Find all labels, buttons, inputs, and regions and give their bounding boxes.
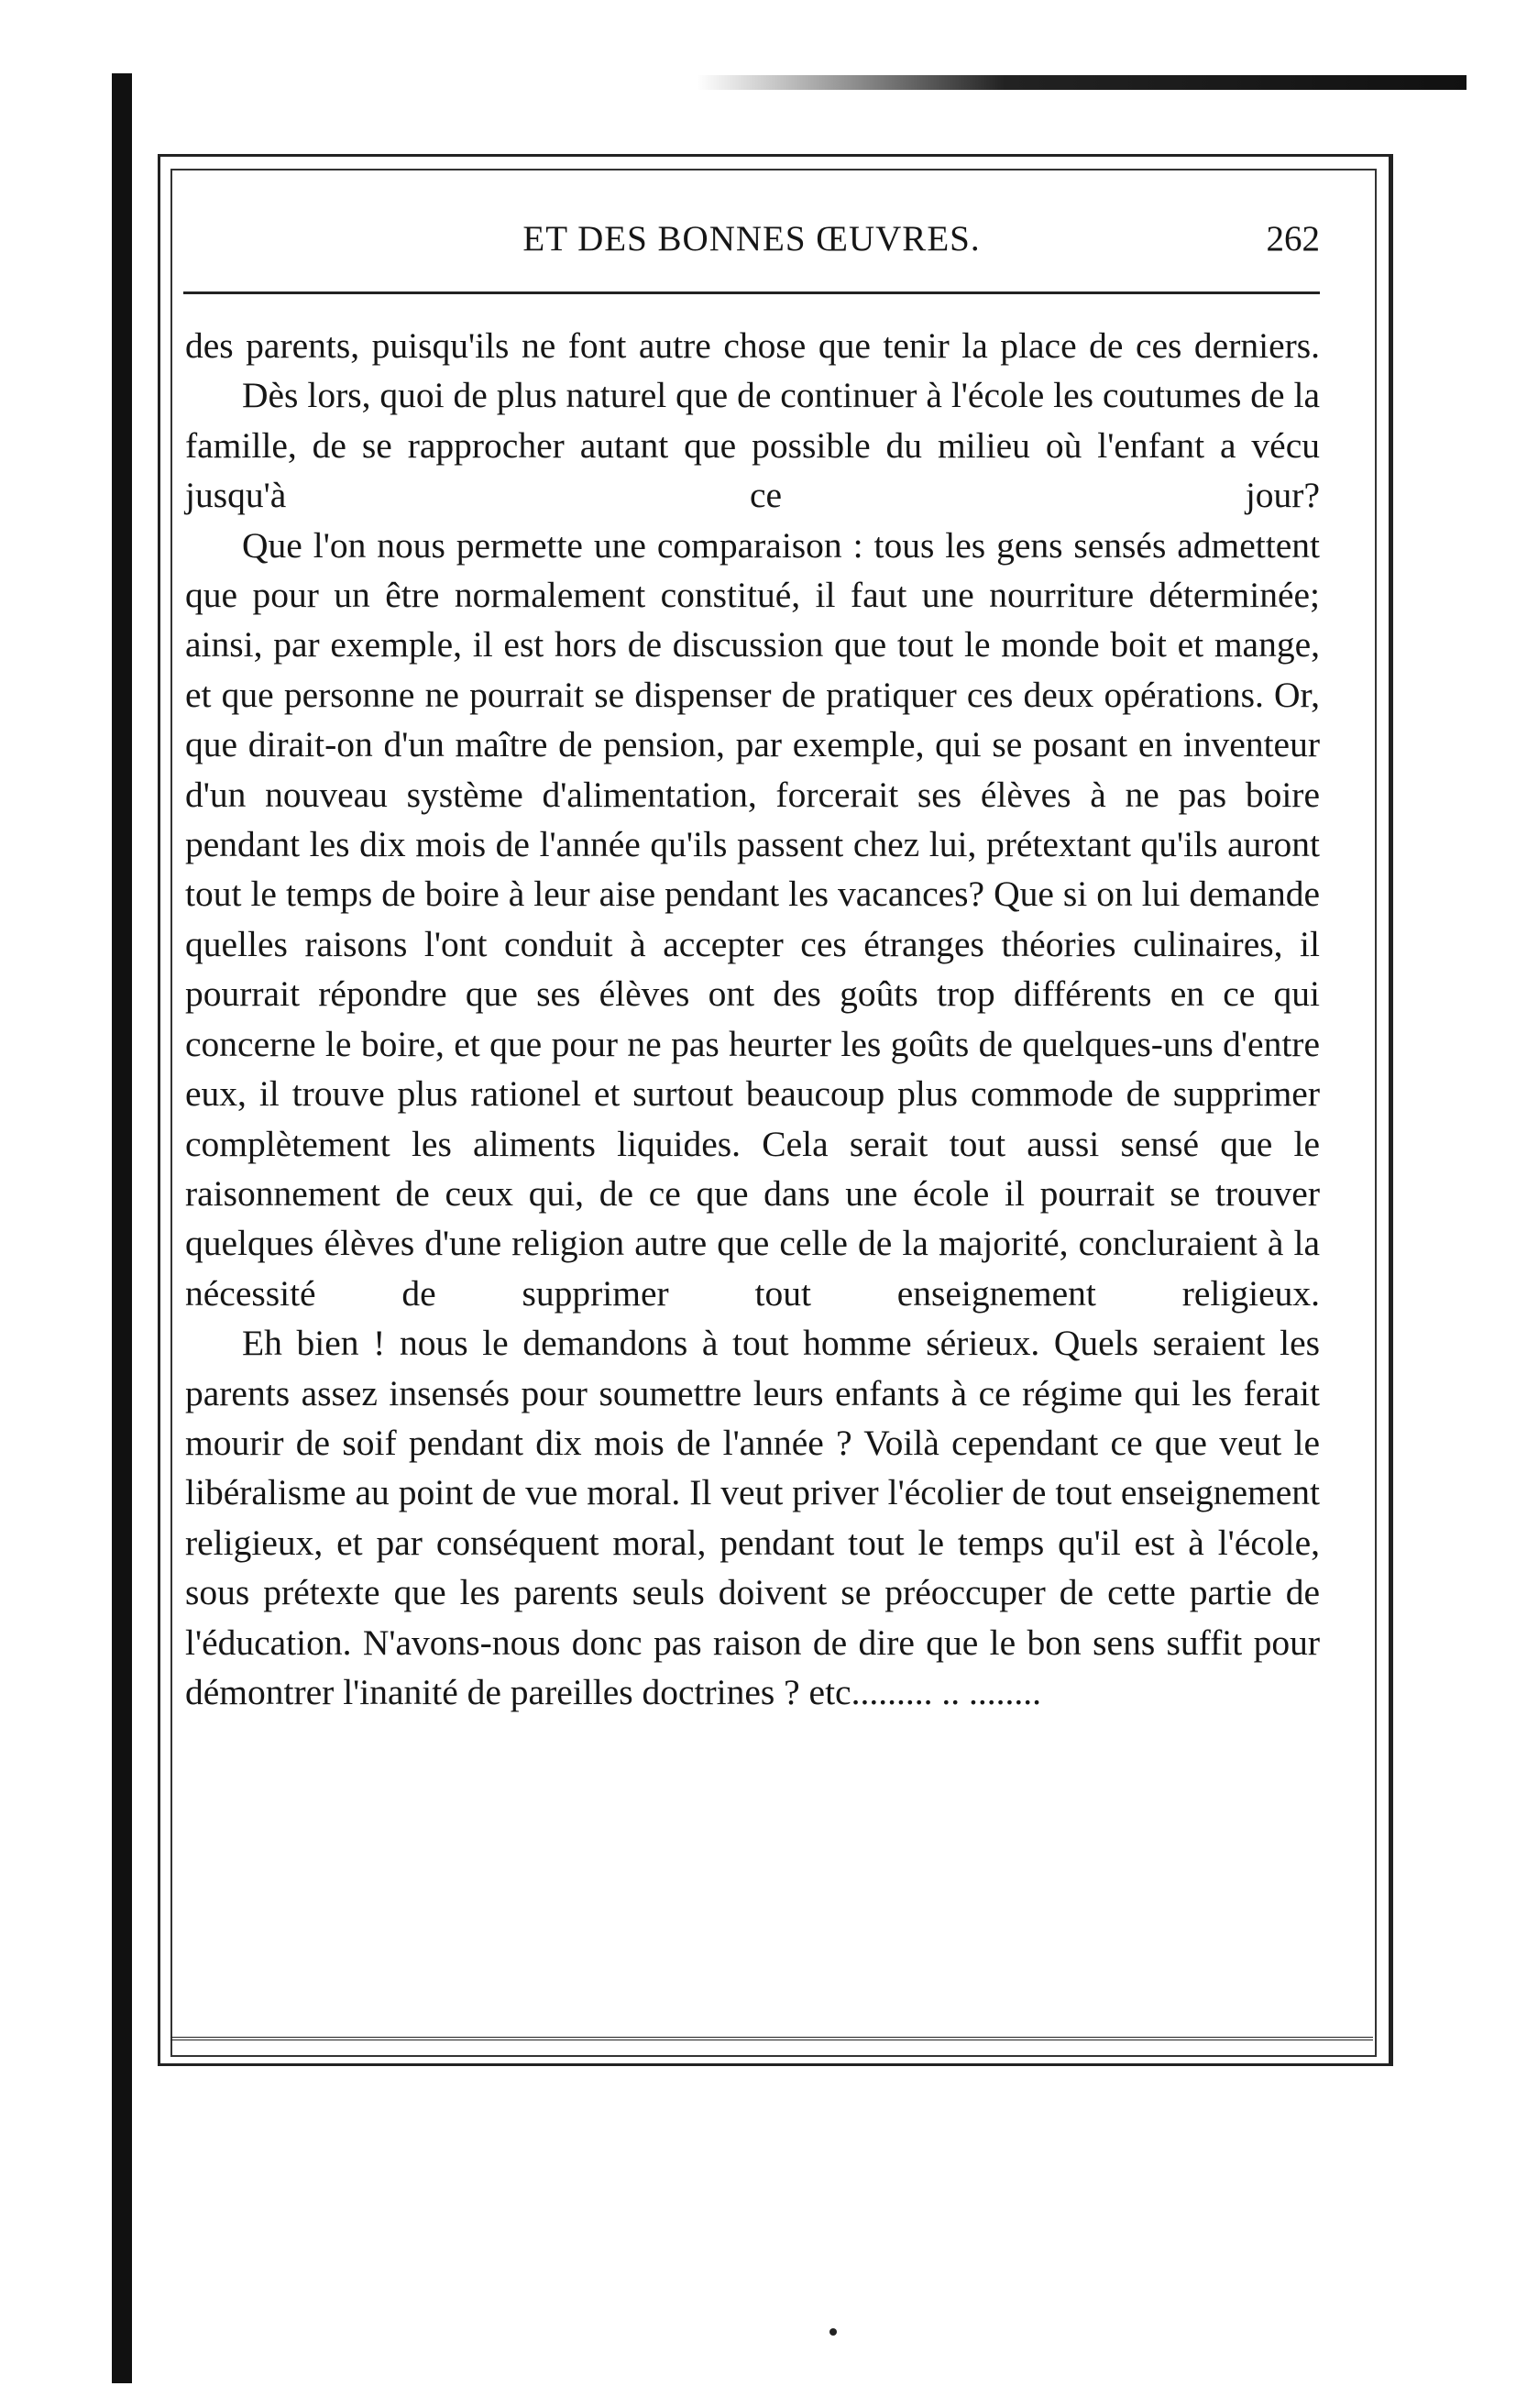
paragraph-3: Que l'on nous permette une comparaison : tous les gens sensés admettent que pour un être normalement constitué, il faut une nourriture déterminée; ainsi, par exemple, il est hors de discussion que tout le monde boit et mange, et que personne ne pourrait se dispenser de pratiquer ces deux opérations. Or, que dirait-on d'un maître de pension, par exemple, qui se posant en inventeur d'un nouveau système d'alimentation, forcerait ses élèves à ne pas boire pendant les dix mois de l'année qu'ils passent chez lui, prétextant qu'ils auront tout le temps de boire à leur aise pendant les vacances? Que si on lui demande quelles raisons l'ont conduit à accepter ces étranges théories culinaires, il pourrait répondre que ses élèves ont des goûts trop différents en ce qui concerne le boire, et que pour ne pas heurter les goûts de quelques-uns d'entre eux, il trouve plus rationel et surtout beaucoup plus commode de supprimer complètement les aliments liquides. Cela serait tout aussi sensé que le raisonnement de ceux qui, de ce que dans une école il pourrait se trouver quelques élèves d'une religion autre que celle de la majorité, concluraient à la nécessité de supprimer tout enseignement religieux. (185, 524, 1320, 1314)
header-rule (183, 291, 1320, 294)
body-text (185, 321, 1320, 1717)
paragraph-1: des parents, puisqu'ils ne font autre chose que tenir la place de ces derniers. (185, 325, 1320, 366)
running-head: ET DES BONNES ŒUVRES. (522, 219, 981, 258)
ink-speck (829, 2328, 837, 2336)
binding-edge (112, 73, 132, 2383)
page-header (183, 218, 1320, 273)
paragraph-2: Dès lors, quoi de plus naturel que de continuer à l'école les coutumes de la famille, de se rapprocher autant que possible du milieu où l'enfant a vécu jusqu'à ce jour? (185, 375, 1320, 516)
page-number: 262 (1266, 219, 1320, 258)
top-edge-smudge (697, 75, 1467, 90)
paragraph-4: Eh bien ! nous le demandons à tout homme sérieux. Quels seraient les parents assez insensés pour soumettre leurs enfants à ce régime qui les ferait mourir de soif pendant dix mois de l'année ? Voilà cependant ce que veut le libéralisme au point de vue moral. Il veut priver l'écolier de tout enseignement religieux, et par conséquent moral, pendant tout le temps qu'il est à l'école, sous prétexte que les parents seuls doivent se préoccuper de cette partie de l'éducation. N'avons-nous donc pas raison de dire que le bon sens suffit pour démontrer l'inanité de pareilles doctrines ? etc......... .. ........ (185, 1323, 1320, 1712)
bottom-rule (170, 2037, 1373, 2040)
